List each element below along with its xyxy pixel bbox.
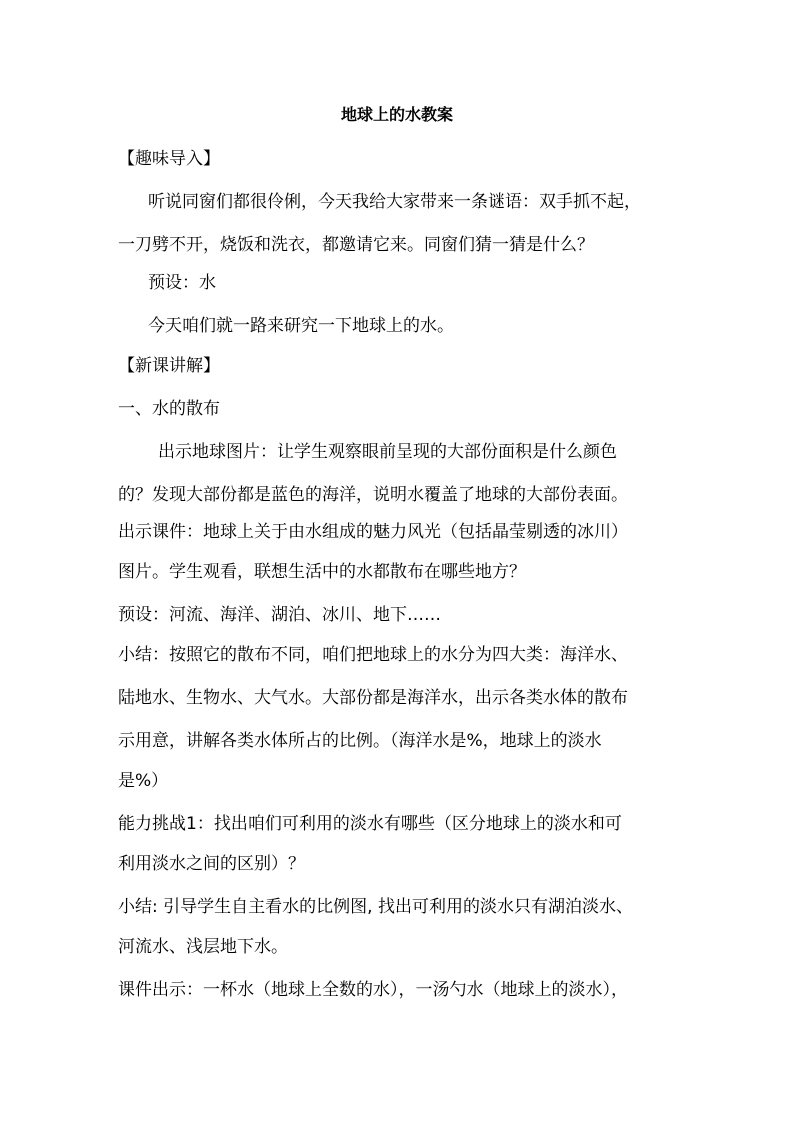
- paragraph-line: 预设：河流、海洋、湖泊、冰川、地下……: [118, 605, 441, 625]
- subsection-heading: 一、水的散布: [118, 399, 220, 419]
- paragraph-line: 示用意，讲解各类水体所占的比例。（海洋水是%，地球上的淡水: [118, 731, 602, 751]
- section-heading-intro: 【趣味导入】: [118, 149, 220, 169]
- paragraph-line: 出示课件：地球上关于由水组成的魅力风光（包括晶莹剔透的冰川）: [118, 522, 628, 542]
- paragraph-line: 的？发现大部份都是蓝色的海洋，说明水覆盖了地球的大部份表面。: [118, 485, 628, 505]
- paragraph-line: 利用淡水之间的区别）？: [118, 854, 305, 874]
- section-heading-new-lesson: 【新课讲解】: [118, 356, 220, 376]
- paragraph-line: 小结: 引导学生自主看水的比例图, 找出可利用的淡水只有湖泊淡水、: [118, 897, 633, 917]
- paragraph-line: 听说同窗们都很伶俐，今天我给大家带来一条谜语：双手抓不起，: [148, 192, 641, 212]
- paragraph-line: 河流水、浅层地下水。: [118, 937, 288, 957]
- document-title: 地球上的水教案: [340, 105, 453, 124]
- paragraph-line: 小结：按照它的散布不同，咱们把地球上的水分为四大类：海洋水、: [118, 645, 628, 665]
- paragraph-line: 一刀劈不开，烧饭和洗衣，都邀请它来。同窗们猜一猜是什么？: [118, 235, 594, 255]
- paragraph-line: 图片。学生观看，联想生活中的水都散布在哪些地方？: [118, 562, 526, 582]
- paragraph-line: 能力挑战1：找出咱们可利用的淡水有哪些（区分地球上的淡水和可: [118, 814, 622, 834]
- paragraph-line: 预设：水: [148, 273, 216, 293]
- paragraph-line: 陆地水、生物水、大气水。大部份都是海洋水，出示各类水体的散布: [118, 688, 628, 708]
- paragraph-line: 是%）: [118, 771, 169, 791]
- paragraph-line: 出示地球图片：让学生观察眼前呈现的大部份面积是什么颜色: [158, 442, 617, 462]
- paragraph-line: 今天咱们就一路来研究一下地球上的水。: [148, 316, 454, 336]
- paragraph-line: 课件出示：一杯水（地球上全数的水），一汤勺水（地球上的淡水），: [118, 980, 628, 1000]
